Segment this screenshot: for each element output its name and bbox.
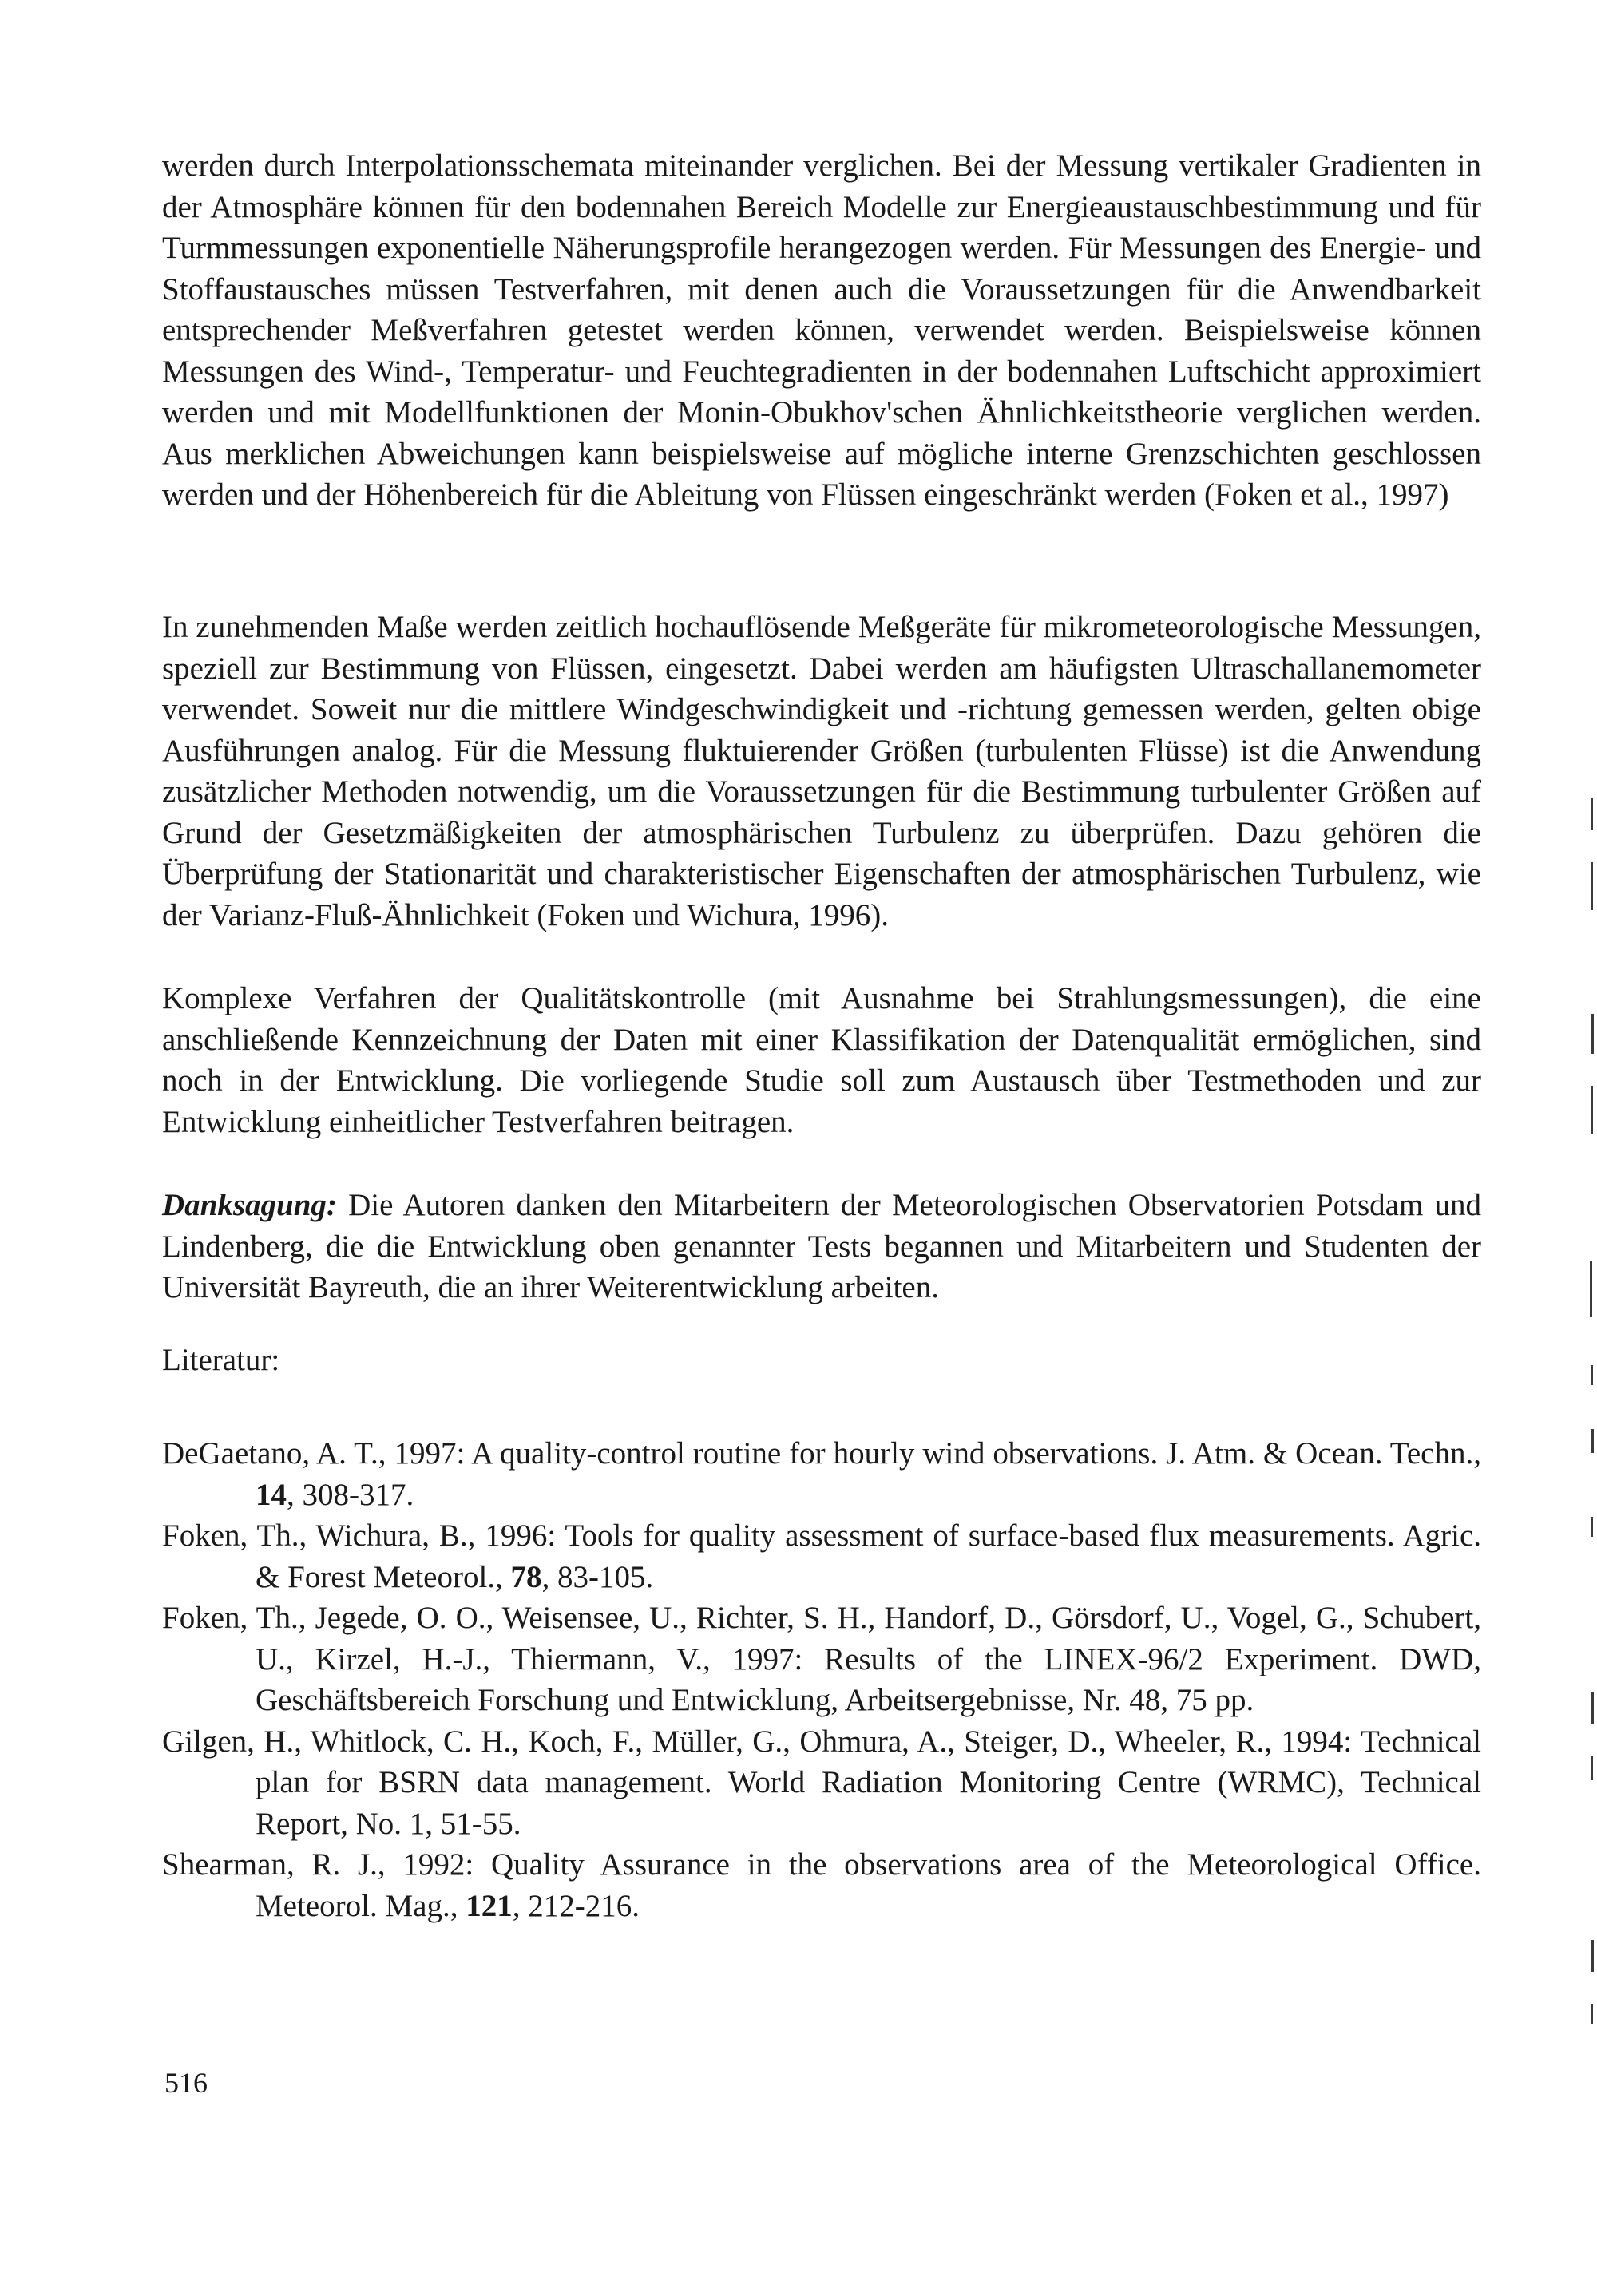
reference-text: DeGaetano, A. T., 1997: A quality-control routine for hourly wind observations. J. Atm. & Ocean. Techn., xyxy=(162,1436,1481,1471)
reference-text: Foken, Th., Wichura, B., 1996: Tools for quality assessment of surface-based flux measurements. Agric. & Forest Meteorol., xyxy=(162,1518,1481,1594)
reference-item xyxy=(162,1721,1481,1845)
scan-artifact xyxy=(1591,862,1593,910)
reference-text: Shearman, R. J., 1992: Quality Assurance in the observations area of the Meteorological Office. Meteorol. Mag., xyxy=(162,1847,1481,1923)
reference-item xyxy=(162,1597,1481,1721)
body-paragraph-3: Komplexe Verfahren der Qualitätskontrolle (mit Ausnahme bei Strahlungsmessungen), die eine anschließende Kennzeichnung der Daten mit einer Klassifikation der Datenqualität ermöglichen, sind noch in der Entwicklung. Die vorliegende Studie soll zum Austausch über Testmethoden und zur Entwicklung einheitlicher Testverfahren beitragen. xyxy=(162,981,1481,1139)
scan-artifact xyxy=(1590,1261,1592,1317)
reference-item xyxy=(162,1433,1481,1515)
reference-text: Gilgen, H., Whitlock, C. H., Koch, F., Müller, G., Ohmura, A., Steiger, D., Wheeler, R., 1994: Technical plan for BSRN data management. World Radiation Monitoring Centre (WRMC), Technical Report, No. 1, 51-55. xyxy=(162,1724,1481,1841)
reference-list xyxy=(162,1433,1481,1926)
scan-artifact xyxy=(1591,798,1593,830)
scan-artifact xyxy=(1591,1014,1594,1054)
reference-item xyxy=(162,1844,1481,1926)
reference-volume: 121 xyxy=(466,1888,513,1923)
scan-artifact xyxy=(1591,1756,1593,1780)
acknowledgement-text: Die Autoren danken den Mitarbeitern der Meteorologischen Observatorien Potsdam und Lindenberg, die die Entwicklung oben genannter Tests begannen und Mitarbeitern und Studenten der Universität Bayreuth, die an ihrer Weiterentwicklung arbeiten. xyxy=(162,1188,1481,1304)
scan-artifact xyxy=(1591,1692,1594,1724)
page-number: 516 xyxy=(164,2067,208,2099)
reference-pages: , 212-216. xyxy=(512,1888,640,1923)
reference-text: Foken, Th., Jegede, O. O., Weisensee, U., Richter, S. H., Handorf, D., Görsdorf, U., Vogel, G., Schubert, U., Kirzel, H.-J., Thiermann, V., 1997: Results of the LINEX-96/2 Experiment. DWD, Geschäftsbereich Forschung und Entwicklung, Arbeitsergebnisse, Nr. 48, 75 pp. xyxy=(162,1601,1481,1717)
reference-volume: 14 xyxy=(256,1477,287,1512)
scan-artifact xyxy=(1591,1365,1593,1385)
body-paragraph-2: In zunehmenden Maße werden zeitlich hochauflösende Meßgeräte für mikrometeorologische Messungen, speziell zur Bestimmung von Flüssen, eingesetzt. Dabei werden am häufigsten Ultraschallanemometer verwendet. Soweit nur die mittlere Windgeschwindigkeit und -richtung gemessen werden, gelten obige Ausführungen analog. Für die Messung fluktuierender Größen (turbulenten Flüsse) ist die Anwendung zusätzlicher Methoden notwendig, um die Voraussetzungen für die Bestimmung turbulenter Größen auf Grund der Gesetzmäßigkeiten der atmosphärischen Turbulenz zu überprüfen. Dazu gehören die Überprüfung der Stationarität und charakteristischer Eigenschaften der atmosphärischen Turbulenz, wie der Varianz-Fluß-Ähnlichkeit (Foken und Wichura, 1996). xyxy=(162,610,1481,932)
scan-artifact xyxy=(1591,1429,1594,1453)
reference-item xyxy=(162,1515,1481,1597)
reference-pages: , 83-105. xyxy=(541,1559,654,1594)
reference-volume: 78 xyxy=(510,1559,542,1594)
scan-artifact xyxy=(1591,2004,1593,2024)
body-paragraph-1: werden durch Interpolationsschemata miteinander verglichen. Bei der Messung vertikaler Gradienten in der Atmosphäre können für den bodennahen Bereich Modelle zur Energieaustauschbestimmung und für Turmmessungen exponentielle Näherungsprofile herangezogen werden. Für Messungen des Energie- und Stoffaustausches müssen Testverfahren, mit denen auch die Voraussetzungen für die Anwendbarkeit entsprechender Meßverfahren getestet werden können, verwendet werden. Beispielsweise können Messungen des Wind-, Temperatur- und Feuchtegradienten in der bodennahen Luftschicht approximiert werden und mit Modellfunktionen der Monin-Obukhov'schen Ähnlichkeitstheorie verglichen werden. Aus merklichen Abweichungen kann beispielsweise auf mögliche interne Grenzschichten geschlossen werden und der Höhenbereich für die Ableitung von Flüssen eingeschränkt werden (Foken et al., 1997) xyxy=(162,148,1481,512)
acknowledgement-label: Danksagung: xyxy=(162,1188,337,1222)
scan-artifact xyxy=(1591,1086,1593,1134)
scan-artifact xyxy=(1591,1940,1594,1972)
reference-pages: , 308-317. xyxy=(287,1477,414,1512)
acknowledgement-paragraph xyxy=(162,1185,1481,1308)
literature-heading: Literatur: xyxy=(162,1343,280,1377)
scan-artifact xyxy=(1591,1517,1593,1537)
